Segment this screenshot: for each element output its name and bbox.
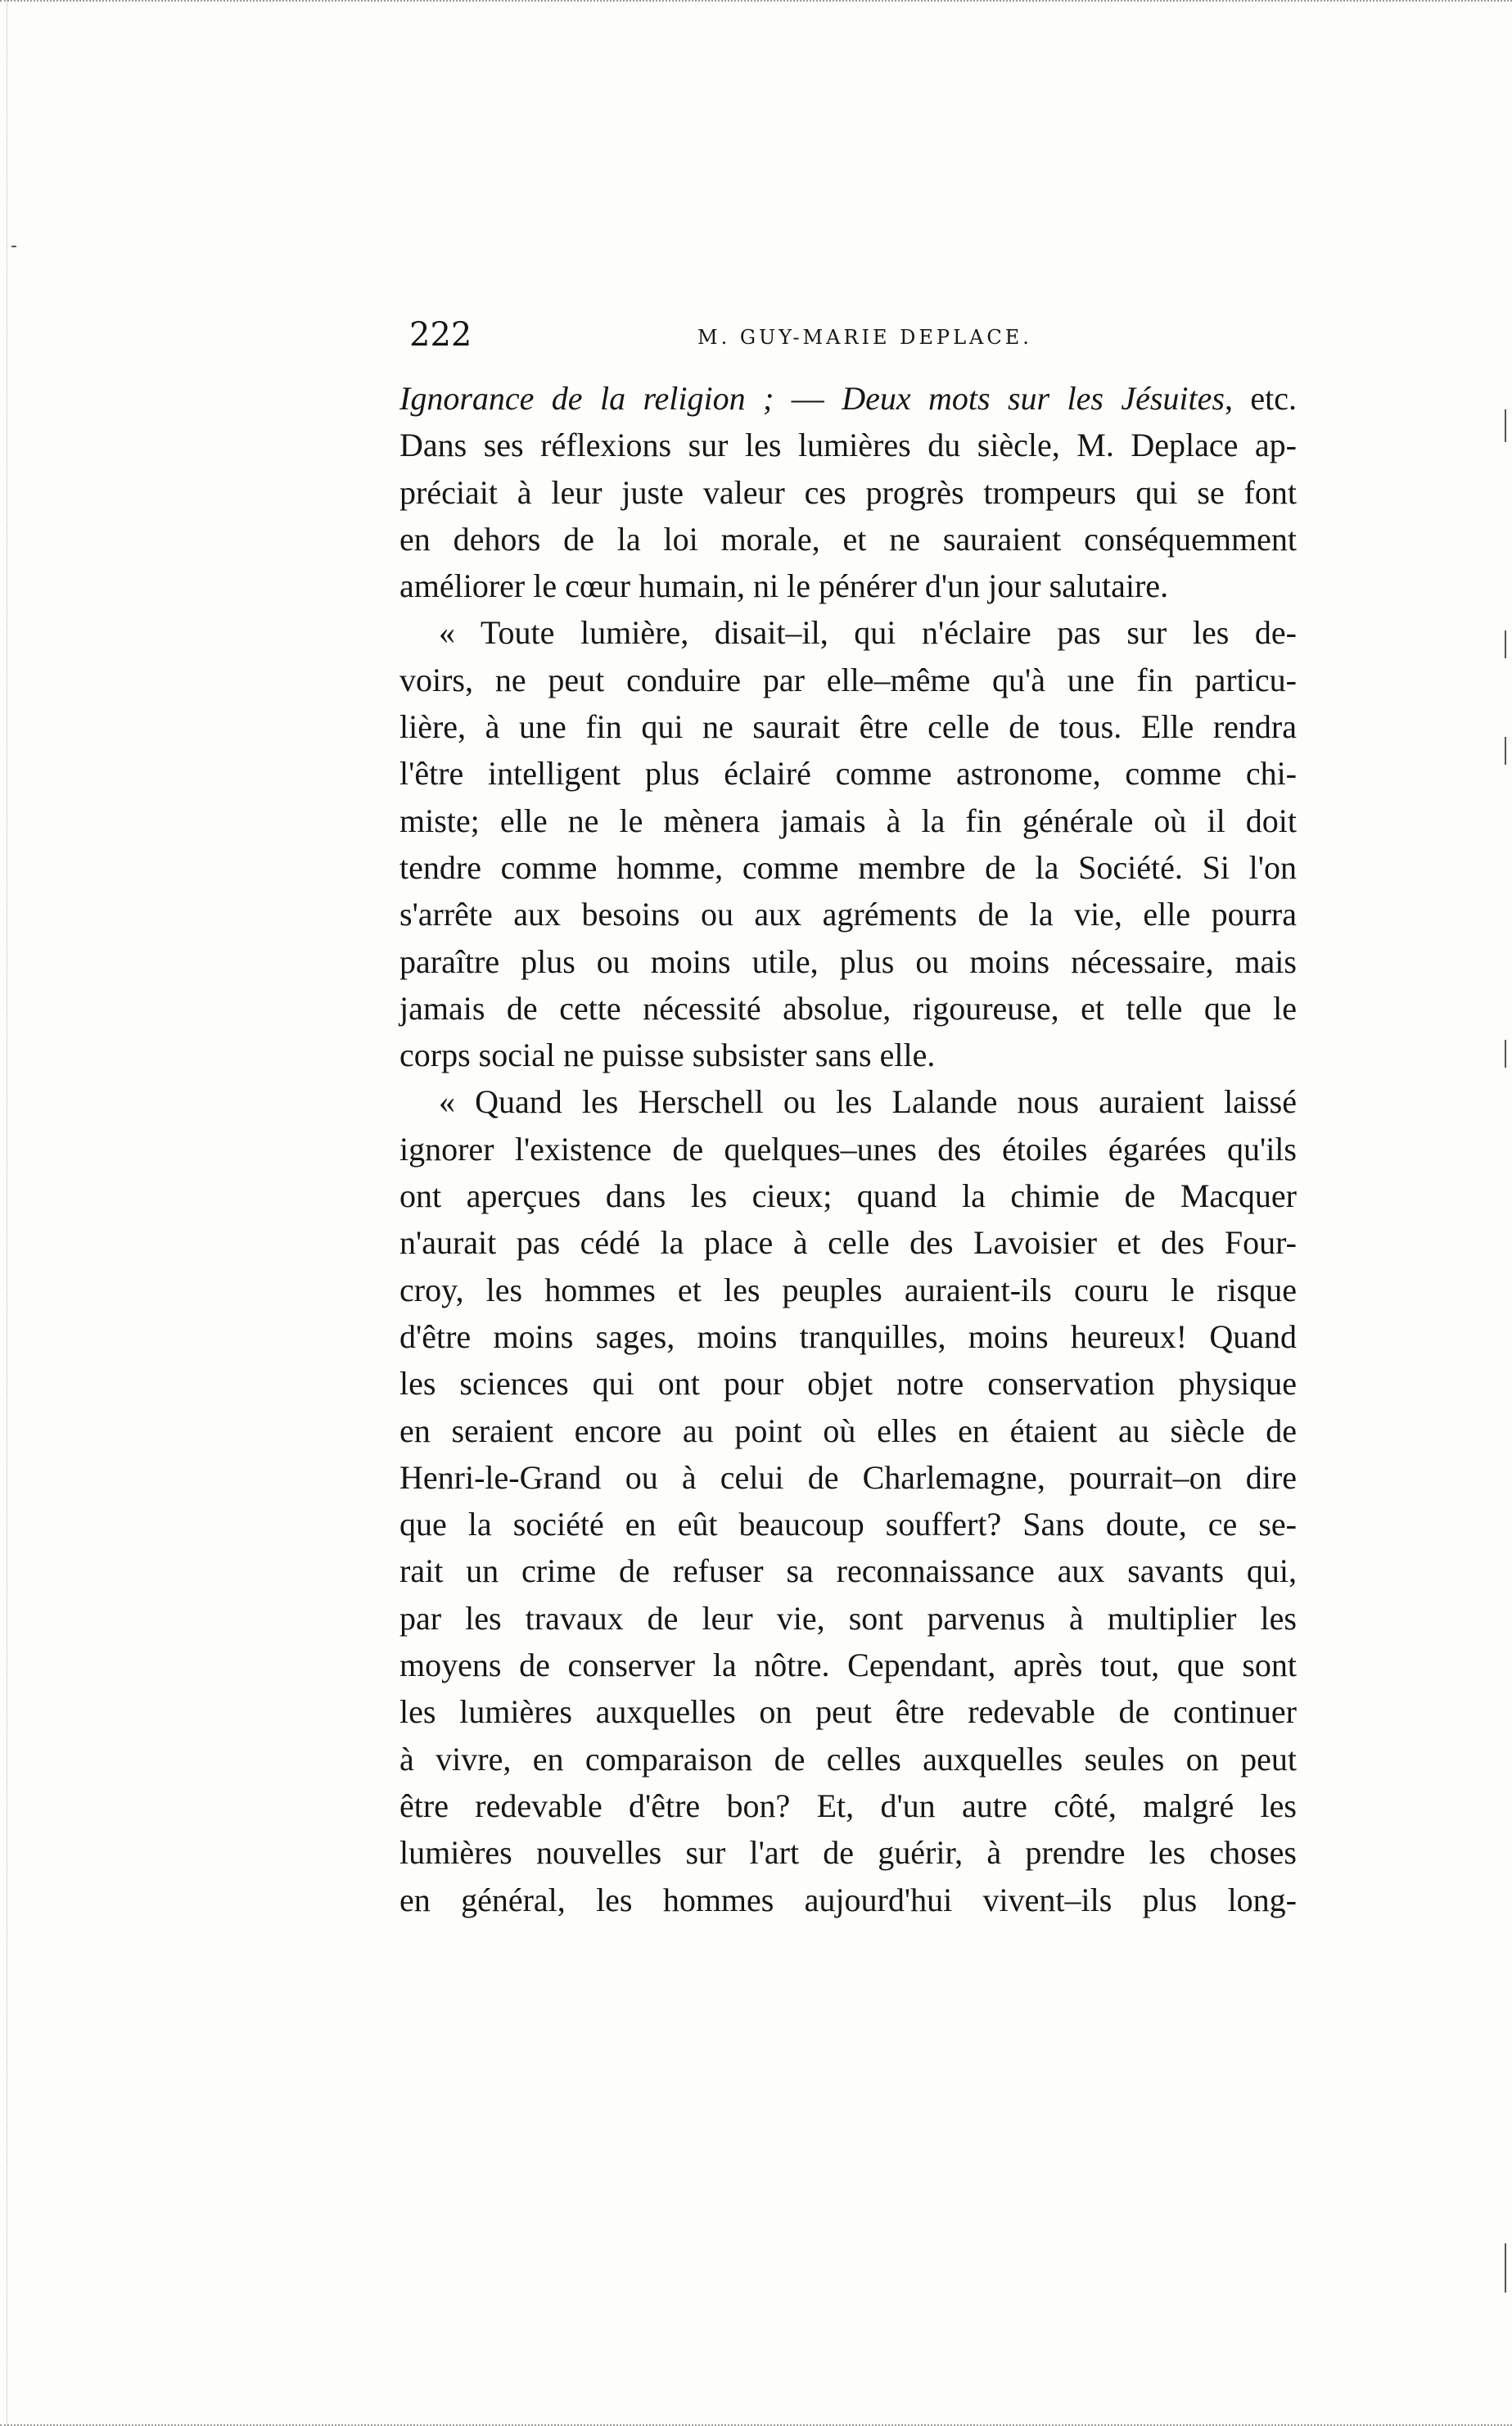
margin-mark — [11, 246, 16, 247]
body-text — [399, 375, 1297, 1923]
text-line: rait un crime de refuser sa reconnaissance aux savants qui, — [399, 1552, 1297, 1590]
text-line: ignorer l'existence de quelques–unes des étoiles égarées qu'ils — [399, 1130, 1297, 1168]
text-line: lumières nouvelles sur l'art de guérir, à prendre les choses — [399, 1834, 1297, 1872]
text-line: Henri-le-Grand ou à celui de Charlemagne, pourrait–on dire — [399, 1458, 1297, 1496]
text-line: en seraient encore au point où elles en étaient au siècle de — [399, 1412, 1297, 1449]
text-line: d'être moins sages, moins tranquilles, moins heureux! Quand — [399, 1317, 1297, 1355]
italic-title: Ignorance de la religion ; — [399, 380, 774, 417]
text-line — [399, 375, 1297, 422]
text-line: tendre comme homme, comme membre de la Société. Si l'on — [399, 848, 1297, 886]
text-line: n'aurait pas cédé la place à celle des Lavoisier et des Four- — [399, 1224, 1297, 1262]
text-line: « Quand les Herschell ou les Lalande nous auraient laissé — [439, 1083, 1297, 1121]
page-number: 222 — [409, 316, 472, 354]
margin-mark — [1505, 1040, 1506, 1068]
text-line: les sciences qui ont pour objet notre conservation physique — [399, 1365, 1297, 1403]
text-line: préciait à leur juste valeur ces progrès trompeurs qui se font — [399, 473, 1297, 511]
text-line: à vivre, en comparaison de celles auxquelles seules on peut — [399, 1740, 1297, 1778]
text-line: ont aperçues dans les cieux; quand la chimie de Macquer — [399, 1177, 1297, 1215]
scan-edge-top — [0, 0, 1512, 7]
text-line: jamais de cette nécessité absolue, rigoureuse, et telle que le — [399, 989, 1297, 1027]
text-line: en dehors de la loi morale, et ne sauraient conséquemment — [399, 520, 1297, 558]
text-line: croy, les hommes et les peuples auraient-ils couru le risque — [399, 1271, 1297, 1308]
text-line: par les travaux de leur vie, sont parvenus à multiplier les — [399, 1599, 1297, 1637]
text-line: être redevable d'être bon? Et, d'un autre côté, malgré les — [399, 1787, 1297, 1824]
text-fragment: , etc. — [1224, 380, 1298, 417]
margin-mark — [1505, 737, 1506, 765]
page-header — [409, 316, 1297, 365]
scan-edge-left — [7, 0, 11, 2426]
text-line: s'arrête aux besoins ou aux agréments de la vie, elle pourra — [399, 896, 1297, 933]
text-line: lière, à une fin qui ne saurait être celle de tous. Elle rendra — [399, 708, 1297, 746]
text-line: paraître plus ou moins utile, plus ou moins nécessaire, mais — [399, 942, 1297, 980]
text-line: moyens de conserver la nôtre. Cependant, après tout, que sont — [399, 1647, 1297, 1684]
text-line: miste; elle ne le mènera jamais à la fin générale où il doit — [399, 802, 1297, 839]
text-line: les lumières auxquelles on peut être redevable de continuer — [399, 1693, 1297, 1731]
margin-mark — [1505, 630, 1506, 658]
text-dash: — — [774, 380, 842, 417]
margin-mark — [1505, 2243, 1506, 2293]
text-line: « Toute lumière, disait–il, qui n'éclaire pas sur les de- — [439, 614, 1297, 652]
scan-edge-bottom — [0, 2418, 1512, 2426]
running-title: M. GUY-MARIE DEPLACE. — [697, 326, 1032, 349]
text-line: corps social ne puisse subsister sans elle. — [399, 1037, 936, 1074]
margin-mark — [1505, 409, 1506, 442]
italic-title: Deux mots sur les Jésuites — [842, 380, 1225, 417]
text-line: améliorer le cœur humain, ni le pénérer d'un jour salutaire. — [399, 567, 1169, 605]
text-line: en général, les hommes aujourd'hui vivent–ils plus long- — [399, 1881, 1297, 1918]
text-line: l'être intelligent plus éclairé comme astronome, comme chi- — [399, 755, 1297, 793]
text-line: Dans ses réflexions sur les lumières du siècle, M. Deplace ap- — [399, 427, 1297, 464]
text-line: que la société en eût beaucoup souffert? Sans doute, ce se- — [399, 1506, 1297, 1543]
text-line: voirs, ne peut conduire par elle–même qu'à une fin particu- — [399, 661, 1297, 698]
